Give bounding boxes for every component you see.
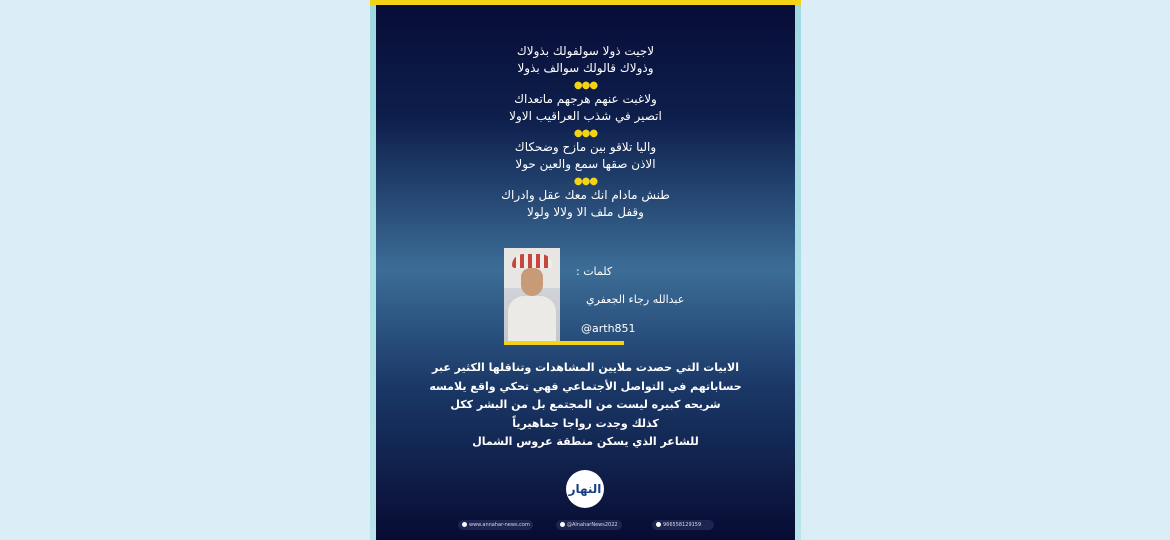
shemagh-headdress — [512, 254, 552, 268]
whatsapp-icon — [656, 522, 661, 527]
annahar-logo — [566, 470, 604, 508]
description-paragraph — [370, 359, 801, 452]
description-line-2: حساباتهم في التواصل الأجتماعي فهي تحكي واقع يلامسه — [429, 379, 742, 393]
description-line-1: الابيات التي حصدت ملايين المشاهدات وتناقلها الكثير عبر — [432, 361, 739, 374]
logo-text: النهار — [568, 482, 602, 496]
verse-3-line-1: واليا تلاقو بين مازح وضحكاك — [514, 140, 657, 154]
website-pill — [458, 520, 533, 530]
poet-photo — [504, 248, 560, 341]
description-line-4: كذلك وجدت رواجا جماهيرياً — [512, 416, 659, 430]
top-accent-bar — [370, 0, 801, 5]
verse-1 — [370, 43, 801, 77]
poster-right-edge — [795, 0, 801, 540]
social-pill — [556, 520, 622, 530]
description-line-3: شريحه كبيره ليست من المجتمع بل من البشر ككل — [450, 398, 721, 411]
poet-name: عبدالله رجاء الجعفري — [586, 293, 685, 306]
photo-accent-bar — [504, 341, 624, 345]
poster — [370, 0, 801, 540]
globe-icon — [462, 522, 467, 527]
verse-2-line-2: اتصير في شذب العراقيب الاولا — [509, 109, 662, 123]
verse-4-line-2: وقفل ملف الا ولالا ولولا — [527, 205, 644, 219]
social-icon — [560, 522, 565, 527]
verse-1-line-1: لاجيت ذولا سولفولك بذولاك — [516, 44, 655, 58]
verse-2-line-1: ولاغبت عنهم هرجهم ماتعداك — [514, 92, 657, 106]
phone-text: 966558129159 — [663, 522, 702, 528]
verse-4-line-1: طنش مادام انك معك عقل وادراك — [501, 188, 670, 202]
phone-pill — [652, 520, 714, 530]
verse-separator: ●●● — [573, 128, 598, 139]
social-text: @AlnaharNews2022 — [567, 522, 618, 528]
verse-3 — [370, 139, 801, 173]
verse-separator: ●●● — [573, 80, 598, 91]
website-text: www.annahar-news.com — [469, 522, 530, 528]
verse-4 — [370, 187, 801, 221]
verse-1-line-2: وذولاك قالولك سوالف بذولا — [517, 61, 654, 75]
description-line-5: للشاعر الذي يسكن منطقة عروس الشمال — [472, 435, 699, 448]
verse-3-line-2: الاذن صقها سمع والعين حولا — [515, 157, 656, 171]
poet-handle: @arth851 — [581, 322, 636, 335]
verse-separator: ●●● — [573, 176, 598, 187]
credit-label: كلمات : — [576, 265, 613, 278]
poster-left-edge — [370, 0, 376, 540]
verse-2 — [370, 91, 801, 125]
